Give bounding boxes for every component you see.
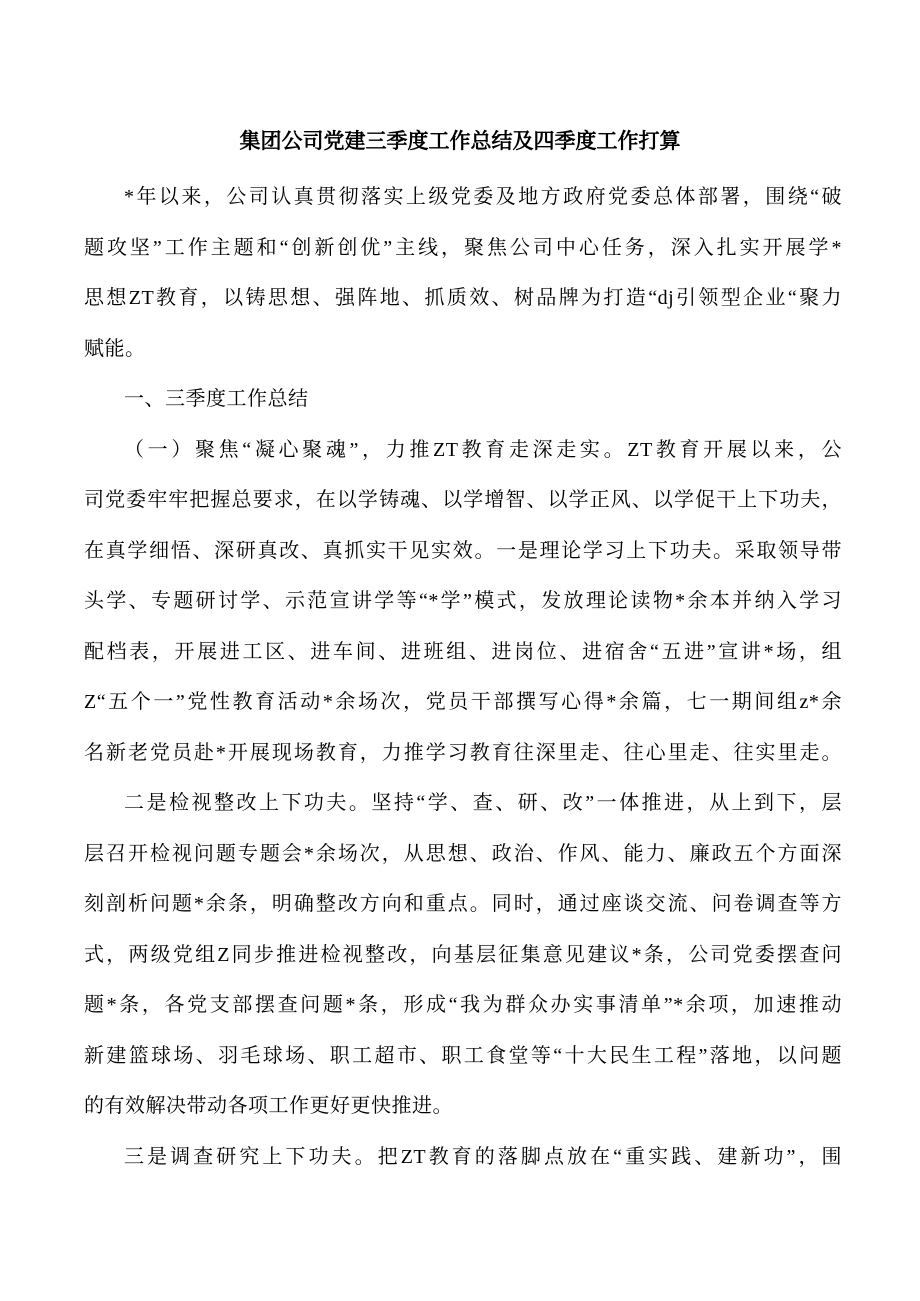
text-line: Z“五个一”党性教育活动*余场次，党员干部撰写心得*余篇，七一期间组z*余 — [84, 691, 842, 713]
text-line: *年以来，公司认真贯彻落实上级党委及地方政府党委总体部署，围绕“破 — [124, 186, 842, 208]
text-line: 三是调查研究上下功夫。把ZT教育的落脚点放在“重实践、建新功”，围 — [124, 1145, 842, 1168]
text-line: 配档表，开展进工区、进车间、进班组、进岗位、进宿舍“五进”宣讲*场，组 — [84, 640, 842, 663]
text-line: 思想ZT教育，以铸思想、强阵地、抓质效、树品牌为打造“dj引领型企业“聚力 — [84, 287, 842, 309]
text-line: 题*条，各党支部摆查问题*条，形成“我为群众办实事清单”*余项，加速推动 — [84, 994, 842, 1016]
text-line: 赋能。 — [84, 337, 146, 360]
text-line: 在真学细悟、深研真改、真抓实干见实效。一是理论学习上下功夫。采取领导带 — [84, 539, 842, 562]
text-line: 题攻坚”工作主题和“创新创优”主线，聚焦公司中心任务，深入扎实开展学* — [84, 236, 842, 259]
document-body — [84, 172, 842, 1182]
text-line: （一）聚焦“凝心聚魂”，力推ZT教育走深走实。ZT教育开展以来，公 — [124, 438, 842, 461]
text-line: 刻剖析问题*余条，明确整改方向和重点。同时，通过座谈交流、问卷调查等方 — [84, 893, 842, 915]
section-heading: 一、三季度工作总结 — [124, 388, 309, 410]
text-line: 头学、专题研讨学、示范宣讲学等“*学”模式，发放理论读物*余本并纳入学习 — [84, 590, 842, 612]
text-line: 新建篮球场、羽毛球场、职工超市、职工食堂等“十大民生工程”落地，以问题 — [84, 1044, 842, 1067]
text-line: 层召开检视问题专题会*余场次，从思想、政治、作风、能力、廉政五个方面深 — [84, 842, 842, 865]
text-line: 司党委牢牢把握总要求，在以学铸魂、以学增智、以学正风、以学促干上下功夫， — [84, 489, 842, 511]
document-title: 集团公司党建三季度工作总结及四季度工作打算 — [239, 129, 681, 153]
text-line: 二是检视整改上下功夫。坚持“学、查、研、改”一体推进，从上到下，层 — [124, 792, 842, 814]
text-line: 名新老党员赴*开展现场教育，力推学习教育往深里走、往心里走、往实里走。 — [84, 741, 842, 764]
text-line: 的有效解决带动各项工作更好更快推进。 — [84, 1095, 453, 1117]
text-line: 式，两级党组Z同步推进检视整改，向基层征集意见建议*条，公司党委摆查问 — [84, 943, 842, 966]
